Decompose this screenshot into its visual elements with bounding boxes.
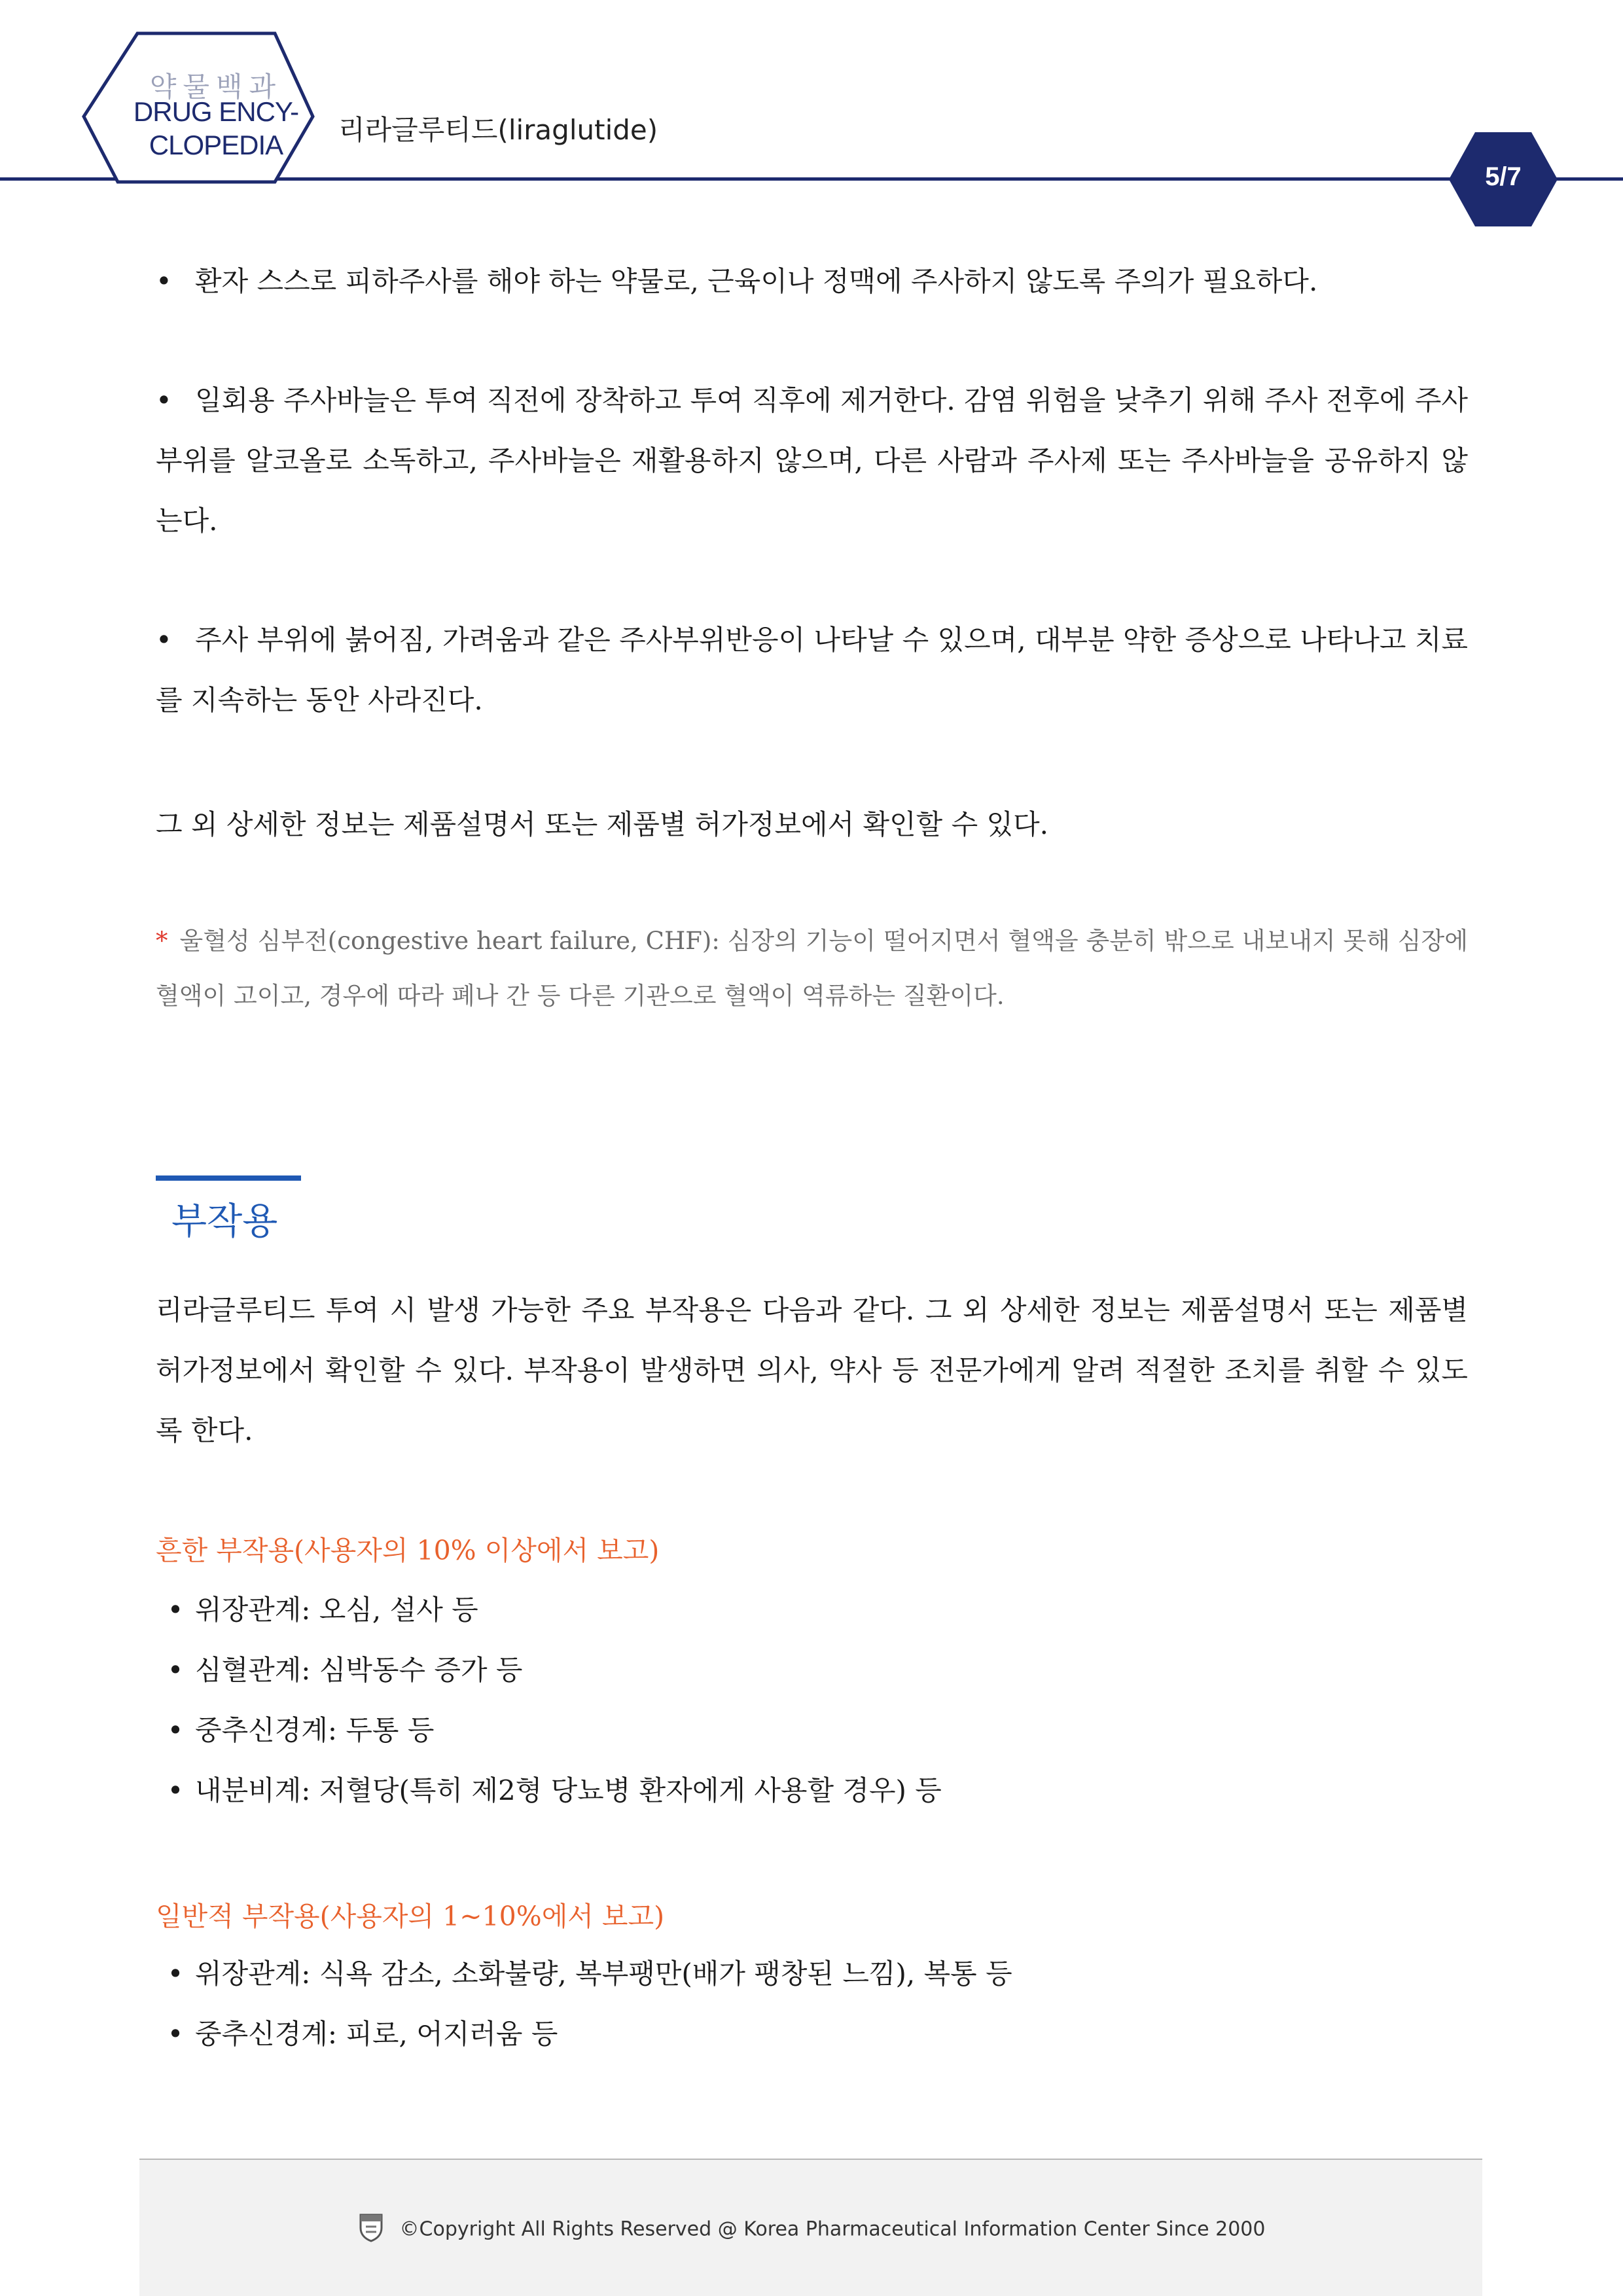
footnote-chf	[156, 914, 1468, 1024]
footnote-text: 울혈성 심부전(congestive heart failure, CHF): 심장의 기능이 떨어지면서 혈액을 충분히 밖으로 내보내지 못해 심장에 혈액이 고이고, 경우에 따라 폐나 간 등 다른 기관으로 혈액이 역류하는 질환이다.	[156, 927, 1468, 1010]
general-title: 일반적 부작용(사용자의 1~10%에서 보고)	[156, 1901, 665, 1932]
page-number: 5/7	[1485, 162, 1522, 191]
section-title: 부작용	[171, 1200, 278, 1243]
footer	[0, 2212, 1623, 2248]
general-list	[156, 1944, 1468, 2064]
list-item: • 위장관계: 오심, 설사 등	[167, 1594, 478, 1626]
general-side-effects	[156, 1895, 1468, 1933]
section-accent-bar	[156, 1175, 301, 1181]
bullet-text: • 환자 스스로 피하주사를 해야 하는 약물로, 근육이나 정맥에 주사하지 않도록 주의가 필요하다.	[156, 251, 1468, 312]
logo-korean: 약물백과	[149, 71, 283, 102]
list-item: • 위장관계: 식욕 감소, 소화불량, 복부팽만(배가 팽창된 느낌), 복통 등	[167, 1958, 1012, 1990]
copyright-text: ©Copyright All Rights Reserved @ Korea Pharmaceutical Information Center Since 2000	[399, 2217, 1266, 2241]
bullet-injection-self	[156, 251, 1468, 312]
kpic-shield-icon	[358, 2212, 384, 2248]
common-side-effects	[156, 1529, 1468, 1568]
bullet-text: • 주사 부위에 붉어짐, 가려움과 같은 주사부위반응이 나타날 수 있으며, 대부분 약한 증상으로 나타나고 치료를 지속하는 동안 사라진다.	[156, 610, 1468, 730]
bullet-text: • 일회용 주사바늘은 투여 직전에 장착하고 투여 직후에 제거한다. 감염 위험을 낮추기 위해 주사 전후에 주사 부위를 알코올로 소독하고, 주사바늘은 재활용하지 않으며, 다른 사람과 주사제 또는 주사바늘을 공유하지 않는다.	[156, 370, 1468, 551]
common-title: 흔한 부작용(사용자의 10% 이상에서 보고)	[156, 1535, 660, 1566]
list-item: • 내분비계: 저혈당(특히 제2형 당뇨병 환자에게 사용할 경우) 등	[167, 1774, 942, 1806]
list-item: • 중추신경계: 피로, 어지러움 등	[167, 2018, 558, 2050]
list-item: • 중추신경계: 두통 등	[167, 1714, 435, 1746]
list-item: • 심혈관계: 심박동수 증가 등	[167, 1654, 523, 1686]
paragraph-more-info	[156, 795, 1468, 855]
side-effects-intro	[156, 1280, 1468, 1461]
bullet-injection-reaction	[156, 610, 1468, 730]
footer-rule	[139, 2159, 1482, 2160]
common-list	[156, 1580, 1468, 1821]
paragraph-text: 그 외 상세한 정보는 제품설명서 또는 제품별 허가정보에서 확인할 수 있다.	[156, 808, 1049, 840]
bullet-needle-use	[156, 370, 1468, 551]
intro-text: 리라글루티드 투여 시 발생 가능한 주요 부작용은 다음과 같다. 그 외 상세한 정보는 제품설명서 또는 제품별 허가정보에서 확인할 수 있다. 부작용이 발생하면 의사, 약사 등 전문가에게 알려 적절한 조치를 취할 수 있도록 한다.	[156, 1294, 1468, 1446]
footnote-star: *	[156, 927, 168, 955]
document-title: 리라글루티드(liraglutide)	[338, 114, 658, 146]
logo-english-line-2: CLOPEDIA	[149, 130, 283, 160]
logo-english-line-1: DRUG ENCY-	[133, 96, 299, 127]
